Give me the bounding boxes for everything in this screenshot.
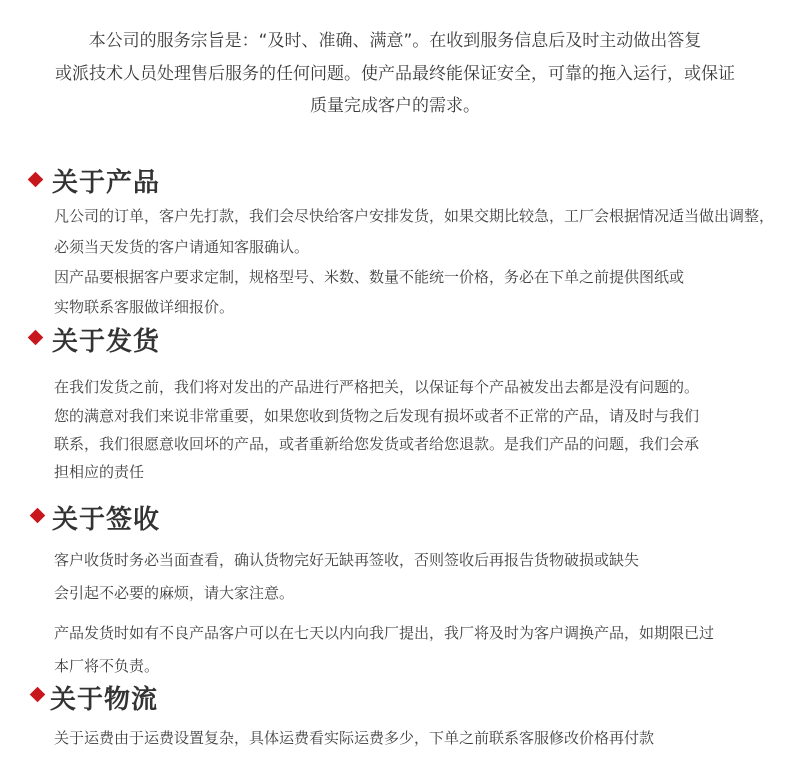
product-line-3: 因产品要根据客户要求定制，规格型号、米数、数量不能统一价格，务必在下单之前提供图纸或: [54, 268, 685, 286]
signing-line-2: 会引起不必要的麻烦，请大家注意。: [54, 584, 295, 602]
product-line-2: 必须当天发货的客户请通知客服确认。: [54, 238, 310, 256]
product-line-1: 凡公司的订单，客户先打款，我们会尽快给客户安排发货，如果交期比较急，工厂会根据情况适当做出调整，: [54, 207, 775, 225]
section-heading-logistics: 关于物流: [50, 685, 159, 715]
signing-line-3: 产品发货时如有不良产品客户可以在七天以内向我厂提出，我厂将及时为客户调换产品，如期限已过: [54, 624, 715, 642]
shipping-line-2: 您的满意对我们来说非常重要，如果您收到货物之后发现有损坏或者不正常的产品，请及时与我们: [54, 407, 700, 425]
section-heading-signing: 关于签收: [52, 505, 161, 535]
diamond-bullet-icon: [30, 508, 46, 524]
signing-line-1: 客户收货时务必当面查看，确认货物完好无缺再签收，否则签收后再报告货物破损或缺失: [54, 551, 640, 569]
diamond-bullet-icon: [28, 330, 44, 346]
shipping-line-4: 担相应的责任: [54, 463, 145, 481]
shipping-line-3: 联系，我们很愿意收回坏的产品，或者重新给您发货或者给您退款。是我们产品的问题，我们会承: [54, 435, 700, 453]
product-line-4: 实物联系客服做详细报价。: [54, 298, 235, 316]
section-heading-product: 关于产品: [52, 168, 161, 198]
intro-line-2: 或派技术人员处理售后服务的任何问题。使产品最终能保证安全，可靠的拖入运行，或保证: [55, 64, 735, 84]
diamond-bullet-icon: [30, 687, 46, 703]
section-heading-shipping: 关于发货: [52, 327, 161, 357]
diamond-bullet-icon: [28, 172, 44, 188]
shipping-line-1: 在我们发货之前，我们将对发出的产品进行严格把关，以保证每个产品被发出去都是没有问题的。: [54, 378, 700, 396]
intro-line-1: 本公司的服务宗旨是：“及时、准确、满意”。在收到服务信息后及时主动做出答复: [88, 31, 702, 51]
logistics-line-1: 关于运费由于运费设置复杂，具体运费看实际运费多少，下单之前联系客服修改价格再付款: [54, 729, 655, 747]
signing-line-4: 本厂将不负责。: [54, 657, 160, 675]
intro-line-3: 质量完成客户的需求。: [310, 96, 480, 116]
